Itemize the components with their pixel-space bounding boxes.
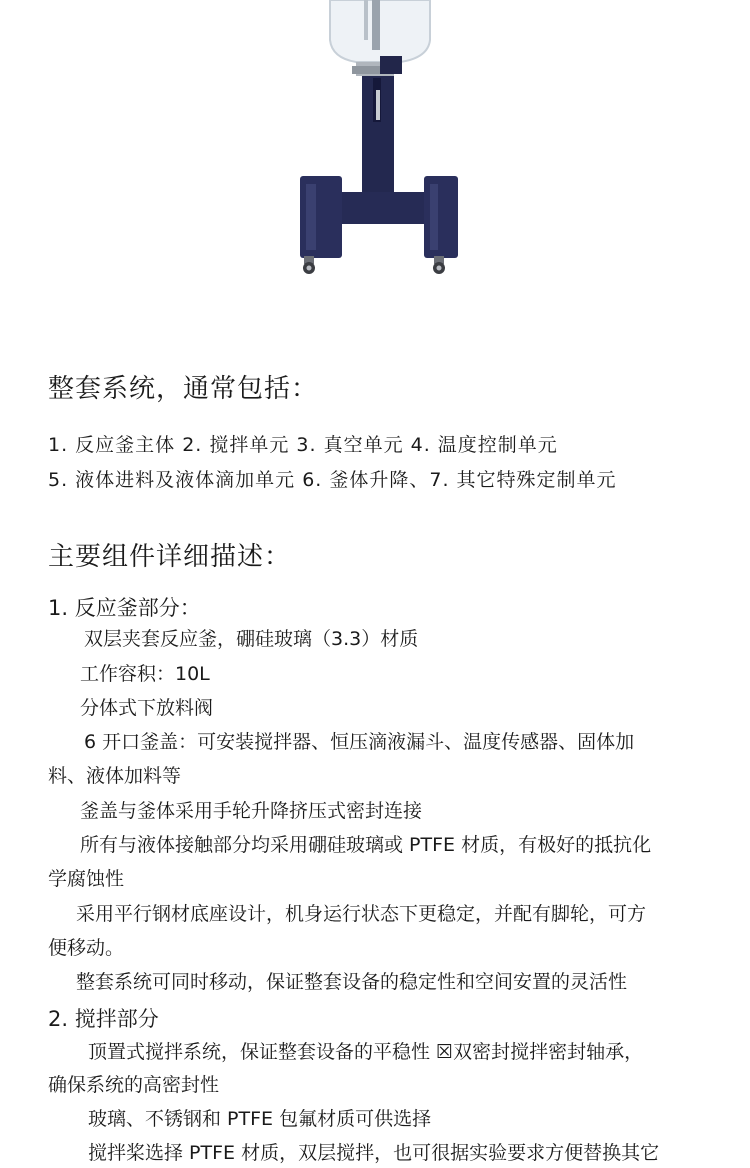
caster-left bbox=[303, 256, 315, 274]
reactor-item-7-line-2: 便移动。 bbox=[48, 937, 125, 959]
reactor-item-2: 工作容积：10L bbox=[80, 663, 210, 685]
reactor-item-8: 整套系统可同时移动，保证整套设备的稳定性和空间安置的灵活性 bbox=[76, 971, 628, 993]
reactor-item-3: 分体式下放料阀 bbox=[80, 697, 214, 719]
section-title-overview: 整套系统，通常包括： bbox=[48, 374, 319, 404]
reactor-item-4-line-2: 料、液体加料等 bbox=[48, 765, 182, 787]
section-title-components: 主要组件详细描述： bbox=[48, 542, 292, 572]
reactor-heading: 1. 反应釜部分： bbox=[48, 596, 201, 620]
caster-right bbox=[433, 256, 445, 274]
stirring-item-1-line-2: 确保系统的高密封性 bbox=[48, 1074, 220, 1096]
reactor-item-6-line-2: 学腐蚀性 bbox=[48, 868, 125, 890]
overview-list-line-2: 5. 液体进料及液体滴加单元 6. 釜体升降、7. 其它特殊定制单元 bbox=[48, 469, 617, 491]
stirring-item-1-line-1: 顶置式搅拌系统，保证整套设备的平稳性 ☒双密封搅拌密封轴承， bbox=[88, 1041, 644, 1063]
base-right-leg bbox=[424, 176, 458, 258]
reactor-item-4-line-1: 6 开口釜盖：可安装搅拌器、恒压滴液漏斗、温度传感器、固体加 bbox=[84, 731, 635, 753]
reactor-item-6-line-1: 所有与液体接触部分均采用硼硅玻璃或 PTFE 材质，有极好的抵抗化 bbox=[80, 834, 652, 856]
stirring-heading: 2. 搅拌部分 bbox=[48, 1007, 159, 1031]
overview-list-line-1: 1. 反应釜主体 2. 搅拌单元 3. 真空单元 4. 温度控制单元 bbox=[48, 434, 558, 456]
stirring-item-3: 搅拌桨选择 PTFE 材质，双层搅拌，也可很据实验要求方便替换其它 bbox=[88, 1142, 660, 1164]
support-arm bbox=[380, 56, 402, 74]
reactor-item-1: 双层夹套反应釜，硼硅玻璃（3.3）材质 bbox=[84, 628, 419, 650]
product-image bbox=[0, 0, 750, 300]
stirring-item-2: 玻璃、不锈钢和 PTFE 包氟材质可供选择 bbox=[88, 1108, 432, 1130]
reactor-item-7-line-1: 采用平行钢材底座设计，机身运行状态下更稳定，并配有脚轮，可方 bbox=[76, 903, 647, 925]
vessel-interior-rod bbox=[372, 0, 380, 50]
reactor-item-5: 釜盖与釜体采用手轮升降挤压式密封连接 bbox=[80, 800, 423, 822]
